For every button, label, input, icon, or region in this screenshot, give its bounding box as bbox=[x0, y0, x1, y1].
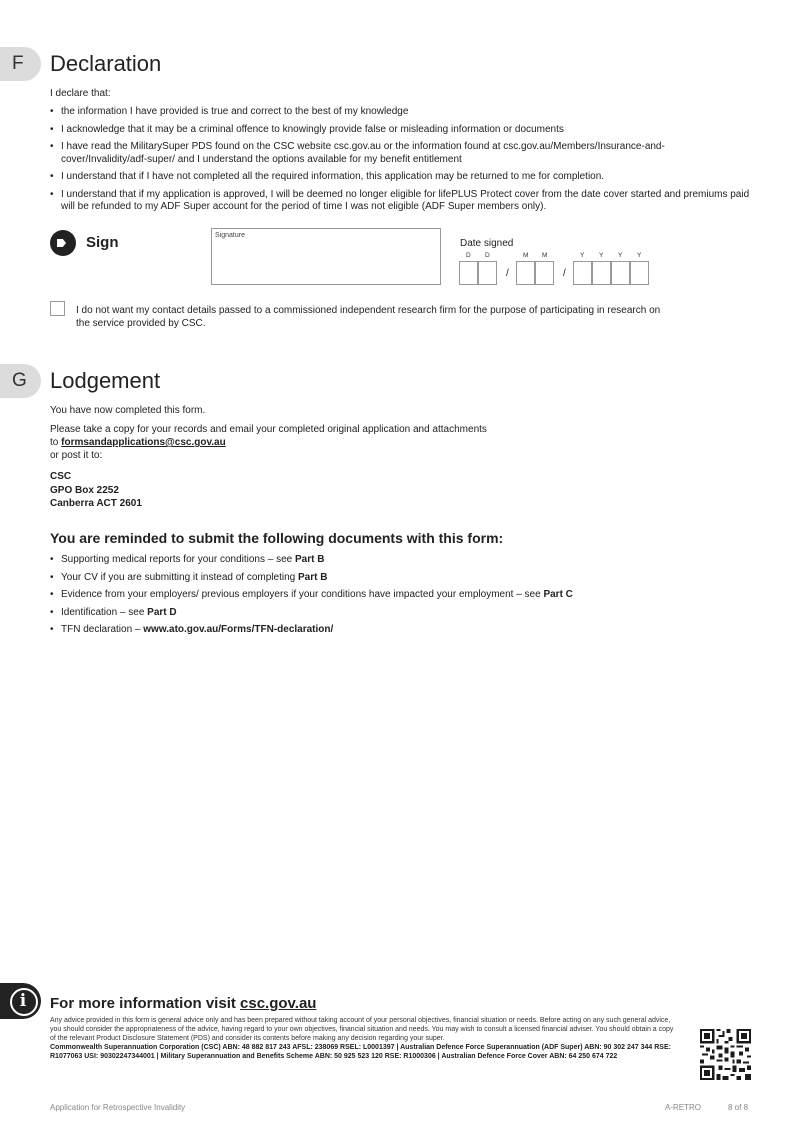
date-year-box-1[interactable] bbox=[573, 261, 592, 285]
list-item: • Supporting medical reports for your conditions – see Part B bbox=[50, 554, 750, 567]
declare-intro: I declare that: bbox=[50, 88, 111, 99]
signature-field[interactable] bbox=[211, 228, 441, 285]
date-signed-label: Date signed bbox=[460, 238, 514, 249]
reminder-heading: You are reminded to submit the following documents with this form: bbox=[50, 530, 504, 546]
section-f-tab: F bbox=[0, 47, 41, 81]
date-year-box-2[interactable] bbox=[592, 261, 611, 285]
date-year-box-3[interactable] bbox=[611, 261, 630, 285]
date-day-box-2[interactable] bbox=[478, 261, 497, 285]
address-line: GPO Box 2252 bbox=[50, 484, 119, 496]
lodge-instructions: Please take a copy for your records and email your completed original application and attachments bbox=[50, 424, 487, 435]
research-opt-out-label: I do not want my contact details passed to a commissioned independent research firm for the purpose of participating in research on the service provided by CSC. bbox=[76, 305, 661, 329]
documents-list bbox=[50, 554, 750, 642]
list-item: • the information I have provided is true and correct to the best of my knowledge bbox=[50, 106, 750, 119]
list-item: • I understand that if my application is approved, I will be deemed no longer eligible for lifePLUS Protect cover from the date cover started and premiums paid will be refunded to my ADF Super account for the period of time I was not eligible (ADF Super members only). bbox=[50, 189, 750, 214]
sign-label: Sign bbox=[86, 234, 119, 251]
list-item: • TFN declaration – www.ato.gov.au/Forms/TFN-declaration/ bbox=[50, 624, 750, 637]
sign-arrow-icon bbox=[50, 230, 76, 256]
list-item: • I understand that if I have not completed all the required information, this application may be returned to me for completion. bbox=[50, 171, 750, 184]
address-line: CSC bbox=[50, 471, 72, 482]
date-separator: / bbox=[563, 268, 566, 279]
list-item: • I have read the MilitarySuper PDS found on the CSC website csc.gov.au or the information found at csc.gov.au/Members/Insurance-and-cover/Invalidity/adf-super/ and I understand the options available for my benefit entitlement bbox=[50, 141, 750, 166]
footer-form-name: Application for Retrospective Invalidity bbox=[50, 1103, 186, 1112]
section-g-title: Lodgement bbox=[50, 368, 161, 393]
date-letter: Y bbox=[580, 252, 585, 259]
date-letter: Y bbox=[599, 252, 604, 259]
list-item: • Identification – see Part D bbox=[50, 607, 750, 620]
research-opt-out-checkbox[interactable] bbox=[50, 301, 65, 316]
list-item: • Evidence from your employers/ previous employers if your conditions have impacted your employment – see Part C bbox=[50, 589, 750, 602]
date-letter: Y bbox=[618, 252, 623, 259]
tfn-link[interactable]: www.ato.gov.au/Forms/TFN-declaration/ bbox=[143, 624, 334, 635]
email-line bbox=[50, 436, 226, 449]
date-day-box-1[interactable] bbox=[459, 261, 478, 285]
to-word: to bbox=[50, 437, 59, 448]
post-text: or post it to: bbox=[50, 450, 103, 461]
date-letter: M bbox=[523, 252, 529, 259]
disclaimer-text: Any advice provided in this form is general advice only and has been prepared without taking account of your personal objectives, financial situation or needs. Before acting on any such general advice, you should consider the appropriateness of the advice, having regard to your own objectives, financial situation and needs. You may wish to consult a licensed financial adviser. You should obtain a copy of the relevant Product Disclosure Statement (PDS) and consider its contents before making any decision regarding your super. bbox=[50, 1017, 674, 1042]
address-line: Canberra ACT 2601 bbox=[50, 498, 142, 509]
disclaimer bbox=[50, 1016, 680, 1061]
date-letter: D bbox=[485, 252, 490, 259]
date-letter: Y bbox=[637, 252, 642, 259]
info-icon bbox=[0, 983, 41, 1019]
qr-code-icon bbox=[700, 1029, 751, 1080]
date-separator: / bbox=[506, 268, 509, 279]
completed-text: You have now completed this form. bbox=[50, 405, 206, 416]
entity-details: Commonwealth Superannuation Corporation (CSC) ABN: 48 882 817 243 AFSL: 238069 RSEL: L0001397 | Australian Defence Force Superannuation (ADF Super) ABN: 90 302 247 344 RSE: R1077063 USI: 90302247344001 | Military Superannuation and Benefits Scheme ABN: 50 925 523 120 RSE: R1000306 | Australian Defence Force Cover ABN: 64 250 674 722 bbox=[50, 1044, 671, 1060]
list-item: • I acknowledge that it may be a criminal offence to knowingly provide false or misleading information or documents bbox=[50, 124, 750, 137]
csc-website-link[interactable]: csc.gov.au bbox=[240, 995, 317, 1012]
date-month-box-2[interactable] bbox=[535, 261, 554, 285]
footer-form-code: A-RETRO bbox=[665, 1103, 701, 1112]
date-letter: D bbox=[466, 252, 471, 259]
list-item: • Your CV if you are submitting it instead of completing Part B bbox=[50, 572, 750, 585]
section-g-tab: G bbox=[0, 364, 41, 398]
date-month-box-1[interactable] bbox=[516, 261, 535, 285]
footer-page-number: 8 of 8 bbox=[728, 1103, 749, 1112]
date-year-box-4[interactable] bbox=[630, 261, 649, 285]
email-link[interactable]: formsandapplications@csc.gov.au bbox=[61, 437, 226, 448]
date-letter: M bbox=[542, 252, 548, 259]
postal-address bbox=[50, 470, 142, 511]
signature-label: Signature bbox=[215, 232, 245, 239]
more-info-heading: For more information visit csc.gov.au bbox=[50, 995, 317, 1012]
section-f-title: Declaration bbox=[50, 51, 162, 76]
declaration-list bbox=[50, 106, 750, 219]
